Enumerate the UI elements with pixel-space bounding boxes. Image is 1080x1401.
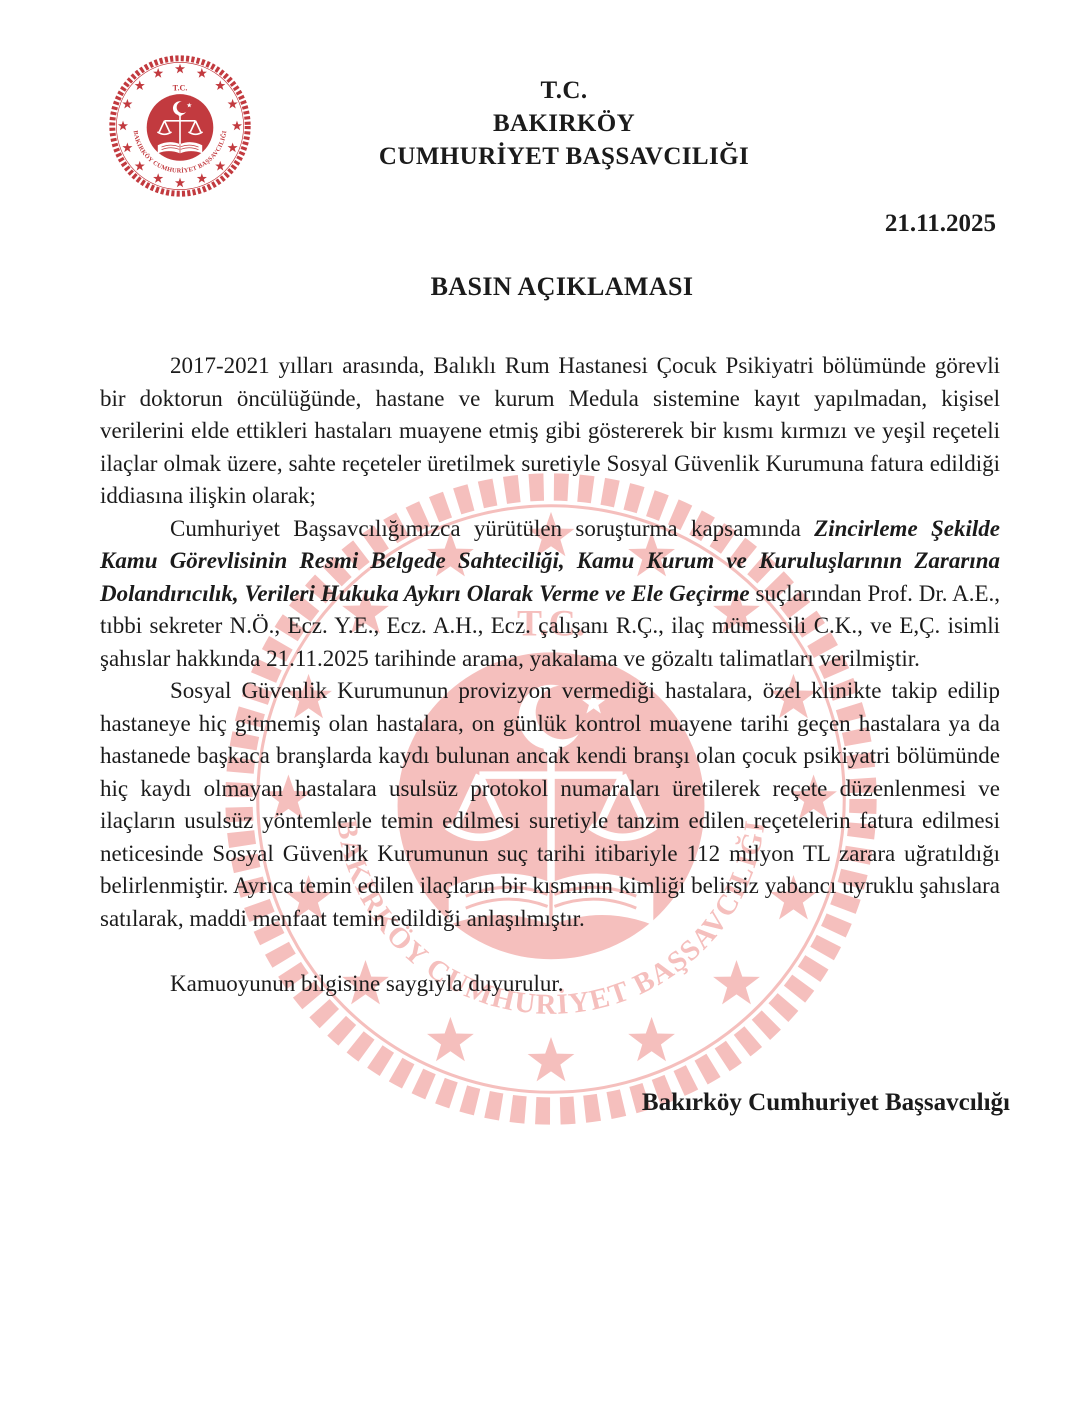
paragraph-findings-text: Sosyal Güvenlik Kurumunun provizyon vermediği hastalara, özel klinikte takip edilip hastaneye hiç gitmemiş olan hastalara, on günlük kontrol muayene tarihi geçen hastalara ya da hastanede başkaca branşlarda kaydı bulunan ancak kendi branşı olan çocuk psikiyatri bölümünde hiç kaydı olmayan hastalara usulsüz protokol numaraları üretilerek reçete düzenlenmesi ve ilaçların usulsüz yöntemlerle temin edilmesi suretiyle tanzim edilen reçetelerin fatura edilmesi neticesinde Sosyal Güvenlik Kurumunun suç tarihi itibariyle 112 milyon TL zarara uğratıldığı belirlenmiştir. Ayrıca temin edilen ilaçların bir kısmının kimliği belirsiz yabancı uyruklu şahıslara satılarak, maddi menfaat temin edildiği anlaşılmıştır. bbox=[100, 678, 1000, 931]
org-line-office: CUMHURİYET BAŞSAVCILIĞI bbox=[378, 143, 750, 170]
org-line-tc: T.C. bbox=[540, 77, 588, 104]
paragraph-investigation-tail: suçlarından Prof. Dr. A.E., tıbbi sekreter N.Ö., Ecz. Y.E., Ecz. A.H., Ecz. çalışanı R.Ç., ilaç mümessili C.K., ve E,Ç. isimli şahıslar hakkında 21.11.2025 tarihinde arama, yakalama ve gözaltı talimatları verilmiştir. bbox=[100, 580, 1000, 671]
charges-emphasis: Zincirleme Şekilde Kamu Görevlisinin Resmi Belgede Sahteciliği, Kamu Kurum ve Kuruluşlarının Zararına Dolandırıcılık, Verileri Hukuka Aykırı Olarak Verme ve Ele Geçirme bbox=[100, 515, 1000, 606]
document-body bbox=[100, 350, 1000, 1001]
paragraph-allegation bbox=[100, 350, 1000, 513]
paragraph-investigation-lead: Cumhuriyet Başsavcılığımızca yürütülen soruşturma kapsamında bbox=[170, 515, 815, 541]
document-date: 21.11.2025 bbox=[884, 210, 996, 237]
org-line-city: BAKIRKÖY bbox=[492, 110, 636, 137]
paragraph-closing bbox=[100, 968, 1000, 1001]
paragraph-closing-text: Kamuoyunun bilgisine saygıyla duyurulur. bbox=[170, 971, 564, 996]
press-release-title: BASIN AÇIKLAMASI bbox=[430, 272, 694, 301]
document-header bbox=[0, 50, 1080, 200]
paragraph-findings bbox=[100, 675, 1000, 935]
signature-line: Bakırköy Cumhuriyet Başsavcılığı bbox=[641, 1088, 1010, 1116]
paragraph-allegation-text: 2017-2021 yılları arasında, Balıklı Rum Hastanesi Çocuk Psikiyatri bölümünde görevli bir doktorun öncülüğünde, hastane ve kurum Medula sistemine kayıt yapılmadan, kişisel verilerini elde ettikleri hastaları muayene etmiş gibi göstererek bir kısmı kırmızı ve yeşil reçeteli ilaçlar olmak üzere, sahte reçeteler üretilmek suretiyle Sosyal Güvenlik Kurumuna fatura edildiği iddiasına ilişkin olarak; bbox=[100, 353, 1000, 508]
paragraph-investigation bbox=[100, 513, 1000, 676]
prosecutor-office-emblem-logo bbox=[106, 52, 254, 200]
